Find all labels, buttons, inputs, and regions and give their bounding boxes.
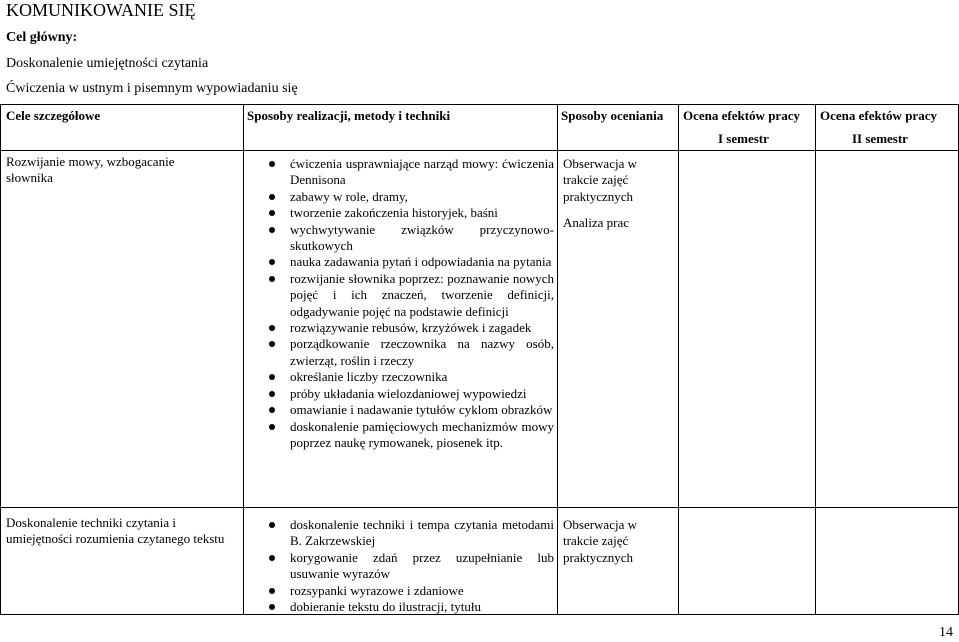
list-item: doskonalenie techniki i tempa czytania metodami B. Zakrzewskiej	[266, 517, 554, 550]
list-item: ćwiczenia usprawniające narząd mowy: ćwiczenia Dennisona	[266, 156, 554, 189]
list-item: nauka zadawania pytań i odpowiadania na pytania	[266, 254, 554, 270]
list-item: tworzenie zakończenia historyjek, baśni	[266, 205, 554, 221]
header-methods: Sposoby realizacji, metody i techniki	[247, 108, 451, 123]
list-item: rozwiązywanie rebusów, krzyżówek i zagadek	[266, 320, 554, 336]
header-sem1-sub: I semestr	[718, 131, 769, 146]
list-item: korygowanie zdań przez uzupełnianie lub usuwanie wyrazów	[266, 550, 554, 583]
row1-assessment	[563, 156, 637, 232]
header-assessment: Sposoby oceniania	[561, 108, 664, 123]
list-item: omawianie i nadawanie tytułów cyklom obrazków	[266, 402, 554, 418]
header-sem1: Ocena efektów pracy	[683, 108, 800, 123]
row2-methods-list	[266, 517, 554, 615]
list-item: rozwijanie słownika poprzez: poznawanie nowych pojęć i ich znaczeń, tworzenie definicji, odgadywanie pojęć na podstawie definicji	[266, 271, 554, 320]
header-goals: Cele szczegółowe	[6, 108, 101, 123]
row2-assessment	[563, 517, 637, 566]
row1-goal	[6, 154, 174, 187]
list-item: porządkowanie rzeczownika na nazwy osób, zwierząt, roślin i rzeczy	[266, 336, 554, 369]
main-goal-2: Ćwiczenia w ustnym i pisemnym wypowiadaniu się	[6, 81, 298, 96]
row1-assessment-line: praktycznych	[563, 188, 634, 204]
row2-assessment-line: praktycznych	[563, 549, 634, 565]
list-item: próby układania wielozdaniowej wypowiedzi	[266, 386, 554, 402]
row2-assessment-line: Obserwacja w	[563, 517, 637, 532]
main-goal-label: Cel główny:	[6, 30, 78, 45]
row2-goal-line: umiejętności rozumienia czytanego tekstu	[6, 531, 225, 547]
list-item: rozsypanki wyrazowe i zdaniowe	[266, 583, 554, 599]
list-item: dobieranie tekstu do ilustracji, tytułu	[266, 599, 554, 615]
row1-assessment-extra: Analiza prac	[563, 215, 630, 231]
list-item: doskonalenie pamięciowych mechanizmów mowy poprzez naukę rymowanek, piosenek itp.	[266, 419, 554, 452]
list-item: określanie liczby rzeczownika	[266, 369, 554, 385]
row2-goal	[6, 515, 224, 548]
row1-assessment-line: Obserwacja w	[563, 156, 637, 171]
row1-goal-line: Rozwijanie mowy, wzbogacanie	[6, 154, 175, 169]
list-item: zabawy w role, dramy,	[266, 189, 554, 205]
row2-assessment-line: trakcie zajęć	[563, 533, 629, 549]
document-title: KOMUNIKOWANIE SIĘ	[6, 0, 196, 20]
main-goal-1: Doskonalenie umiejętności czytania	[6, 56, 209, 71]
header-sem2: Ocena efektów pracy	[820, 108, 937, 123]
row1-assessment-line: trakcie zajęć	[563, 172, 629, 188]
page-number: 14	[939, 625, 953, 640]
row1-goal-line: słownika	[6, 170, 53, 186]
row1-methods-list	[266, 156, 554, 451]
row2-goal-line: Doskonalenie techniki czytania i	[6, 515, 177, 530]
list-item: wychwytywanie związków przyczynowo-skutkowych	[266, 222, 554, 255]
header-sem2-sub: II semestr	[852, 131, 908, 146]
